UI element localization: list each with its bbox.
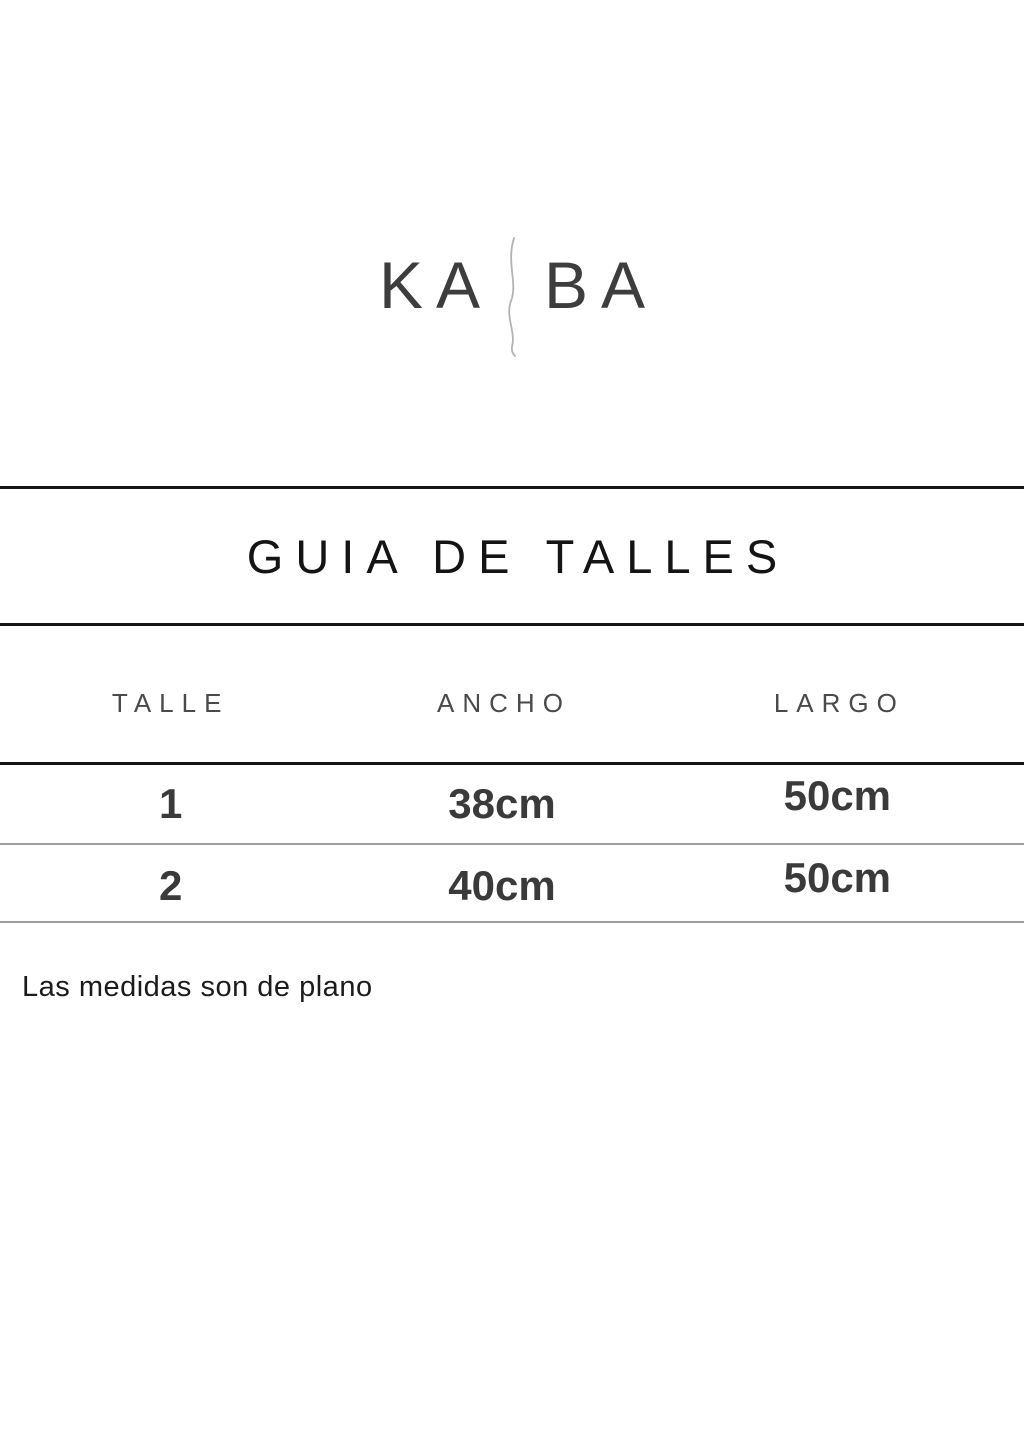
table-header-row xyxy=(0,625,1024,762)
cell-talle-2: 2 xyxy=(158,862,183,909)
column-header-ancho: ANCHO xyxy=(437,688,571,718)
cell-largo-1: 50cm xyxy=(783,772,892,819)
wavy-line-icon xyxy=(501,237,523,357)
brand-logo-left: KA xyxy=(378,248,493,322)
cell-ancho-2: 40cm xyxy=(448,862,556,909)
table-bottom-border xyxy=(0,921,1024,923)
column-header-largo: LARGO xyxy=(773,688,905,718)
measurement-note: Las medidas son de plano xyxy=(22,971,373,1003)
cell-largo-2: 50cm xyxy=(783,854,892,901)
title-band xyxy=(0,489,1024,623)
cell-talle-1: 1 xyxy=(158,780,183,827)
table-row xyxy=(0,845,1024,921)
page-title: GUIA DE TALLES xyxy=(246,529,790,583)
column-header-talle: TALLE xyxy=(111,688,230,718)
cell-ancho-1: 38cm xyxy=(448,780,556,827)
table-row xyxy=(0,765,1024,843)
brand-logo-right: BA xyxy=(544,248,659,322)
brand-logo xyxy=(0,230,1024,360)
